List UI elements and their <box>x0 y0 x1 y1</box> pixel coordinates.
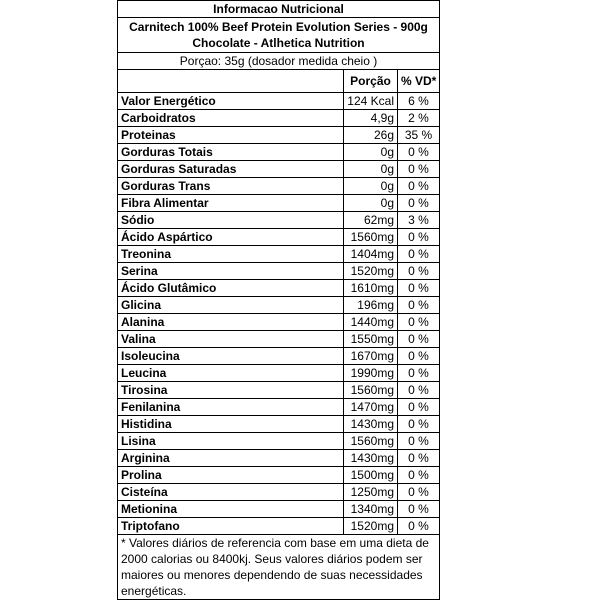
nutrient-daily-value: 0 % <box>398 433 440 450</box>
nutrient-daily-value: 0 % <box>398 246 440 263</box>
nutrient-daily-value: 0 % <box>398 518 440 535</box>
nutrient-quantity: 4,9g <box>344 110 398 127</box>
nutrient-quantity: 1440mg <box>344 314 398 331</box>
nutrient-name: Valor Energético <box>118 93 344 110</box>
nutrient-row <box>118 110 440 127</box>
nutrient-name: Alanina <box>118 314 344 331</box>
nutrient-row <box>118 467 440 484</box>
nutrient-row <box>118 127 440 144</box>
nutrient-name: Isoleucina <box>118 348 344 365</box>
nutrient-daily-value: 0 % <box>398 229 440 246</box>
nutrient-row <box>118 161 440 178</box>
nutrient-daily-value: 0 % <box>398 467 440 484</box>
nutrient-row <box>118 212 440 229</box>
nutrient-row <box>118 416 440 433</box>
nutrient-name: Prolina <box>118 467 344 484</box>
nutrient-name: Lisina <box>118 433 344 450</box>
nutrient-quantity: 0g <box>344 195 398 212</box>
nutrient-daily-value: 0 % <box>398 484 440 501</box>
nutrient-daily-value: 0 % <box>398 178 440 195</box>
nutrient-quantity: 1430mg <box>344 450 398 467</box>
nutrient-quantity: 26g <box>344 127 398 144</box>
nutrition-facts-label <box>117 0 439 600</box>
header-vd: % VD* <box>398 70 440 93</box>
nutrient-quantity: 1470mg <box>344 399 398 416</box>
nutrient-name: Fenilanina <box>118 399 344 416</box>
nutrient-row <box>118 263 440 280</box>
product-name: Carnitech 100% Beef Protein Evolution Series - 900g Chocolate - Atlhetica Nutrition <box>118 18 440 53</box>
nutrient-row <box>118 280 440 297</box>
nutrient-quantity: 1520mg <box>344 263 398 280</box>
nutrient-name: Metionina <box>118 501 344 518</box>
nutrient-quantity: 1560mg <box>344 229 398 246</box>
header-row <box>118 70 440 93</box>
nutrient-daily-value: 0 % <box>398 144 440 161</box>
nutrient-name: Treonina <box>118 246 344 263</box>
nutrient-quantity: 0g <box>344 178 398 195</box>
nutrient-name: Proteinas <box>118 127 344 144</box>
nutrient-daily-value: 35 % <box>398 127 440 144</box>
nutrient-quantity: 0g <box>344 144 398 161</box>
nutrient-daily-value: 2 % <box>398 110 440 127</box>
nutrient-quantity: 124 Kcal <box>344 93 398 110</box>
nutrient-name: Carboidratos <box>118 110 344 127</box>
nutrient-daily-value: 0 % <box>398 195 440 212</box>
nutrient-name: Gorduras Trans <box>118 178 344 195</box>
nutrient-name: Serina <box>118 263 344 280</box>
nutrient-row <box>118 195 440 212</box>
nutrient-quantity: 1610mg <box>344 280 398 297</box>
nutrient-row <box>118 93 440 110</box>
nutrient-row <box>118 144 440 161</box>
nutrient-name: Cisteína <box>118 484 344 501</box>
nutrient-daily-value: 0 % <box>398 382 440 399</box>
nutrient-daily-value: 0 % <box>398 297 440 314</box>
nutrient-quantity: 0g <box>344 161 398 178</box>
nutrient-quantity: 1560mg <box>344 382 398 399</box>
nutrient-daily-value: 0 % <box>398 450 440 467</box>
nutrient-row <box>118 450 440 467</box>
nutrient-daily-value: 0 % <box>398 399 440 416</box>
nutrient-name: Triptofano <box>118 518 344 535</box>
header-portion: Porção <box>344 70 398 93</box>
nutrient-name: Ácido Aspártico <box>118 229 344 246</box>
nutrient-quantity: 1670mg <box>344 348 398 365</box>
nutrient-daily-value: 0 % <box>398 501 440 518</box>
nutrient-name: Valina <box>118 331 344 348</box>
label-title: Informacao Nutricional <box>118 1 440 18</box>
nutrient-quantity: 1550mg <box>344 331 398 348</box>
nutrient-daily-value: 0 % <box>398 314 440 331</box>
nutrient-daily-value: 0 % <box>398 416 440 433</box>
footnote-row <box>118 535 440 600</box>
nutrient-row <box>118 246 440 263</box>
nutrient-row <box>118 484 440 501</box>
nutrient-row <box>118 178 440 195</box>
nutrient-quantity: 1520mg <box>344 518 398 535</box>
nutrient-row <box>118 229 440 246</box>
nutrient-quantity: 1250mg <box>344 484 398 501</box>
nutrient-row <box>118 399 440 416</box>
nutrient-name: Sódio <box>118 212 344 229</box>
nutrient-daily-value: 0 % <box>398 161 440 178</box>
nutrient-name: Gorduras Saturadas <box>118 161 344 178</box>
header-name <box>118 70 344 93</box>
nutrient-row <box>118 314 440 331</box>
nutrient-quantity: 1404mg <box>344 246 398 263</box>
nutrient-name: Ácido Glutâmico <box>118 280 344 297</box>
title-row <box>118 1 440 18</box>
nutrient-row <box>118 331 440 348</box>
nutrient-quantity: 1430mg <box>344 416 398 433</box>
nutrient-quantity: 1560mg <box>344 433 398 450</box>
nutrient-daily-value: 0 % <box>398 348 440 365</box>
nutrient-row <box>118 501 440 518</box>
product-row <box>118 18 440 53</box>
nutrition-table <box>117 0 440 600</box>
nutrient-row <box>118 365 440 382</box>
nutrient-name: Gorduras Totais <box>118 144 344 161</box>
nutrient-name: Histidina <box>118 416 344 433</box>
nutrient-daily-value: 0 % <box>398 280 440 297</box>
nutrient-daily-value: 0 % <box>398 365 440 382</box>
nutrient-row <box>118 348 440 365</box>
nutrient-row <box>118 297 440 314</box>
nutrient-quantity: 1500mg <box>344 467 398 484</box>
nutrient-quantity: 1340mg <box>344 501 398 518</box>
nutrient-quantity: 62mg <box>344 212 398 229</box>
nutrient-name: Tirosina <box>118 382 344 399</box>
nutrient-daily-value: 3 % <box>398 212 440 229</box>
serving-size: Porçao: 35g (dosador medida cheio ) <box>118 53 440 70</box>
nutrient-quantity: 196mg <box>344 297 398 314</box>
serving-row <box>118 53 440 70</box>
nutrient-row <box>118 382 440 399</box>
footnote: * Valores diários de referencia com base em uma dieta de 2000 calorias ou 8400kj. Seus valores diários podem ser maiores ou menores dependendo de suas necessidades energéticas. <box>118 535 440 600</box>
nutrient-name: Fibra Alimentar <box>118 195 344 212</box>
nutrient-daily-value: 0 % <box>398 263 440 280</box>
nutrient-name: Arginina <box>118 450 344 467</box>
nutrient-daily-value: 0 % <box>398 331 440 348</box>
nutrient-daily-value: 6 % <box>398 93 440 110</box>
nutrient-quantity: 1990mg <box>344 365 398 382</box>
nutrient-row <box>118 518 440 535</box>
nutrient-name: Leucina <box>118 365 344 382</box>
nutrient-row <box>118 433 440 450</box>
nutrient-name: Glicina <box>118 297 344 314</box>
